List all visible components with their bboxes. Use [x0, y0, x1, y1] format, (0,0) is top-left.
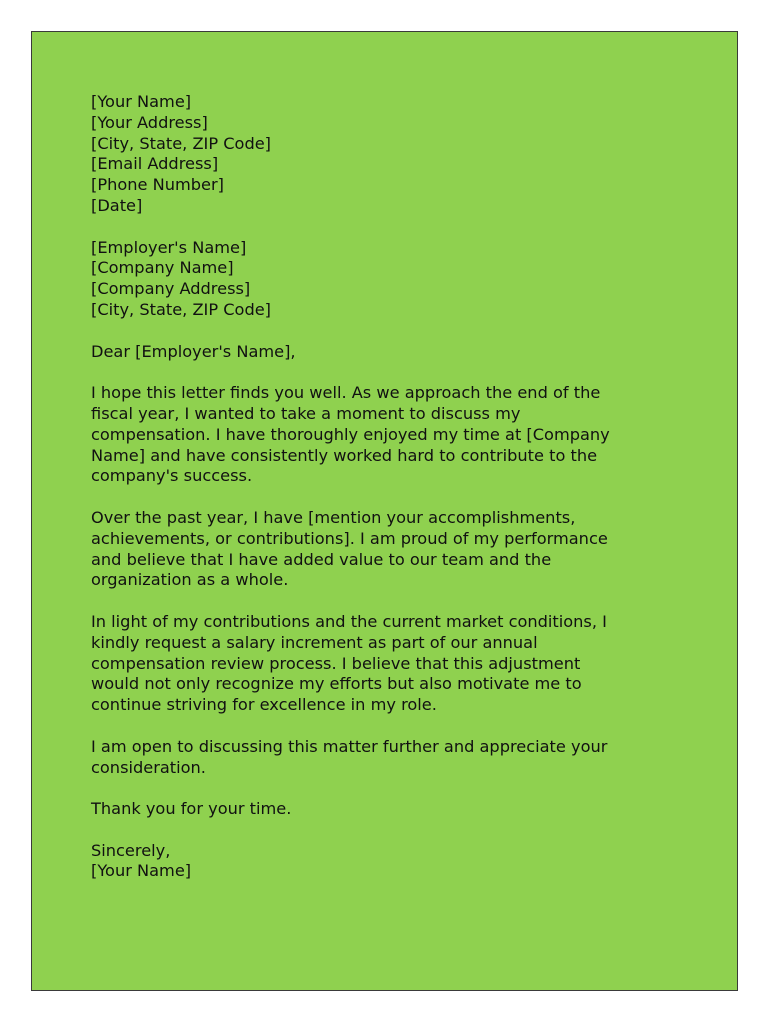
sender-name: [Your Name]	[91, 92, 192, 111]
paragraph-line: continue striving for excellence in my role.	[91, 695, 437, 715]
paragraph-discussion	[91, 737, 691, 779]
paragraph-line: achievements, or contributions]. I am proud of my performance	[91, 528, 608, 548]
sender-block	[91, 92, 691, 217]
paragraph-thanks	[91, 799, 691, 820]
paragraph-line: company's success.	[91, 466, 253, 486]
letter-date: [Date]	[91, 195, 143, 215]
sender-phone: [Phone Number]	[91, 175, 224, 195]
paragraph-line: Thank you for your time.	[91, 799, 292, 819]
letter-body	[91, 92, 691, 903]
signature-name: [Your Name]	[91, 861, 192, 881]
paragraph-line: I hope this letter finds you well. As we approach the end of the	[91, 383, 601, 403]
paragraph-line: In light of my contributions and the current market conditions, I	[91, 611, 607, 631]
sender-address: [Your Address]	[91, 112, 208, 132]
salutation-text: Dear [Employer's Name],	[91, 341, 296, 361]
sender-city-state-zip: [City, State, ZIP Code]	[91, 133, 271, 153]
paragraph-accomplishments	[91, 508, 691, 591]
paragraph-line: Name] and have consistently worked hard to contribute to the	[91, 445, 598, 465]
letter-page	[31, 31, 738, 991]
paragraph-line: and believe that I have added value to our team and the	[91, 549, 552, 569]
paragraph-line: organization as a whole.	[91, 570, 289, 590]
paragraph-line: fiscal year, I wanted to take a moment to discuss my	[91, 403, 521, 423]
closing-block	[91, 841, 691, 883]
paragraph-line: compensation review process. I believe that this adjustment	[91, 653, 581, 673]
paragraph-line: would not only recognize my efforts but also motivate me to	[91, 674, 582, 694]
paragraph-request	[91, 612, 691, 716]
paragraph-line: consideration.	[91, 757, 206, 777]
recipient-city-state-zip: [City, State, ZIP Code]	[91, 299, 271, 319]
closing-text: Sincerely,	[91, 840, 171, 860]
paragraph-line: I am open to discussing this matter further and appreciate your	[91, 736, 608, 756]
sender-email: [Email Address]	[91, 154, 219, 174]
recipient-company-address: [Company Address]	[91, 279, 251, 299]
recipient-block	[91, 238, 691, 321]
recipient-employer-name: [Employer's Name]	[91, 237, 247, 257]
paragraph-line: Over the past year, I have [mention your accomplishments,	[91, 507, 576, 527]
paragraph-intro	[91, 383, 691, 487]
paragraph-line: kindly request a salary increment as part of our annual	[91, 632, 538, 652]
paragraph-line: compensation. I have thoroughly enjoyed my time at [Company	[91, 424, 610, 444]
salutation	[91, 342, 691, 363]
recipient-company-name: [Company Name]	[91, 258, 234, 278]
